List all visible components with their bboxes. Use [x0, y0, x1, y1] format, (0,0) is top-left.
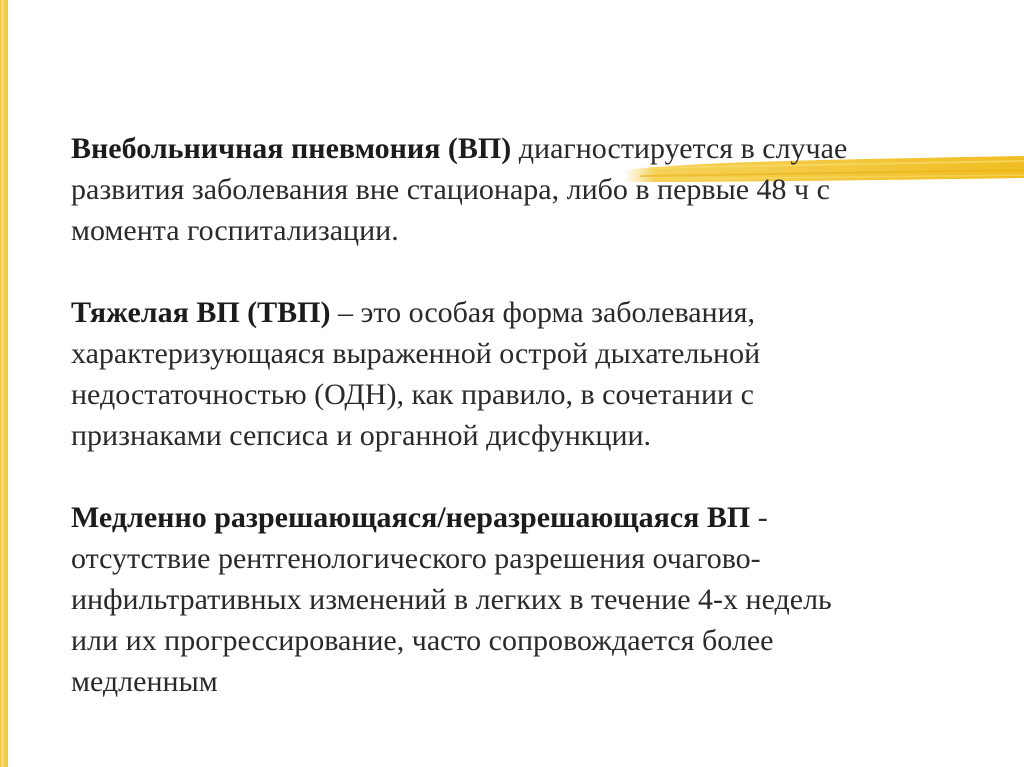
term-label: Тяжелая ВП (ТВП): [71, 296, 331, 329]
paragraph-slowly-resolving-pneumonia: [71, 497, 971, 702]
definition-text: – это особая форма заболевания, характеризующаяся выраженной острой дыхательной недостаточностью (ОДН), как правило, в сочетании с признаками сепсиса и органной дисфункции.: [71, 296, 761, 452]
paragraph-community-acquired-pneumonia: [71, 128, 971, 251]
paragraph-severe-pneumonia: [71, 292, 971, 456]
term-label: Медленно разрешающаяся/неразрешающаяся ВП: [71, 501, 751, 534]
left-accent-bar: [0, 0, 8, 767]
term-label: Внебольничная пневмония (ВП): [71, 132, 512, 165]
definitions-text: [71, 128, 971, 702]
definition-text: - отсутствие рентгенологического разрешения очагово- инфильтративных изменений в легких в течение 4-х недель или их прогрессирование, часто сопровождается более медленным: [71, 501, 832, 698]
definition-text: диагностируется в случае развития заболевания вне стационара, либо в первые 48 ч с момента госпитализации.: [71, 132, 848, 247]
